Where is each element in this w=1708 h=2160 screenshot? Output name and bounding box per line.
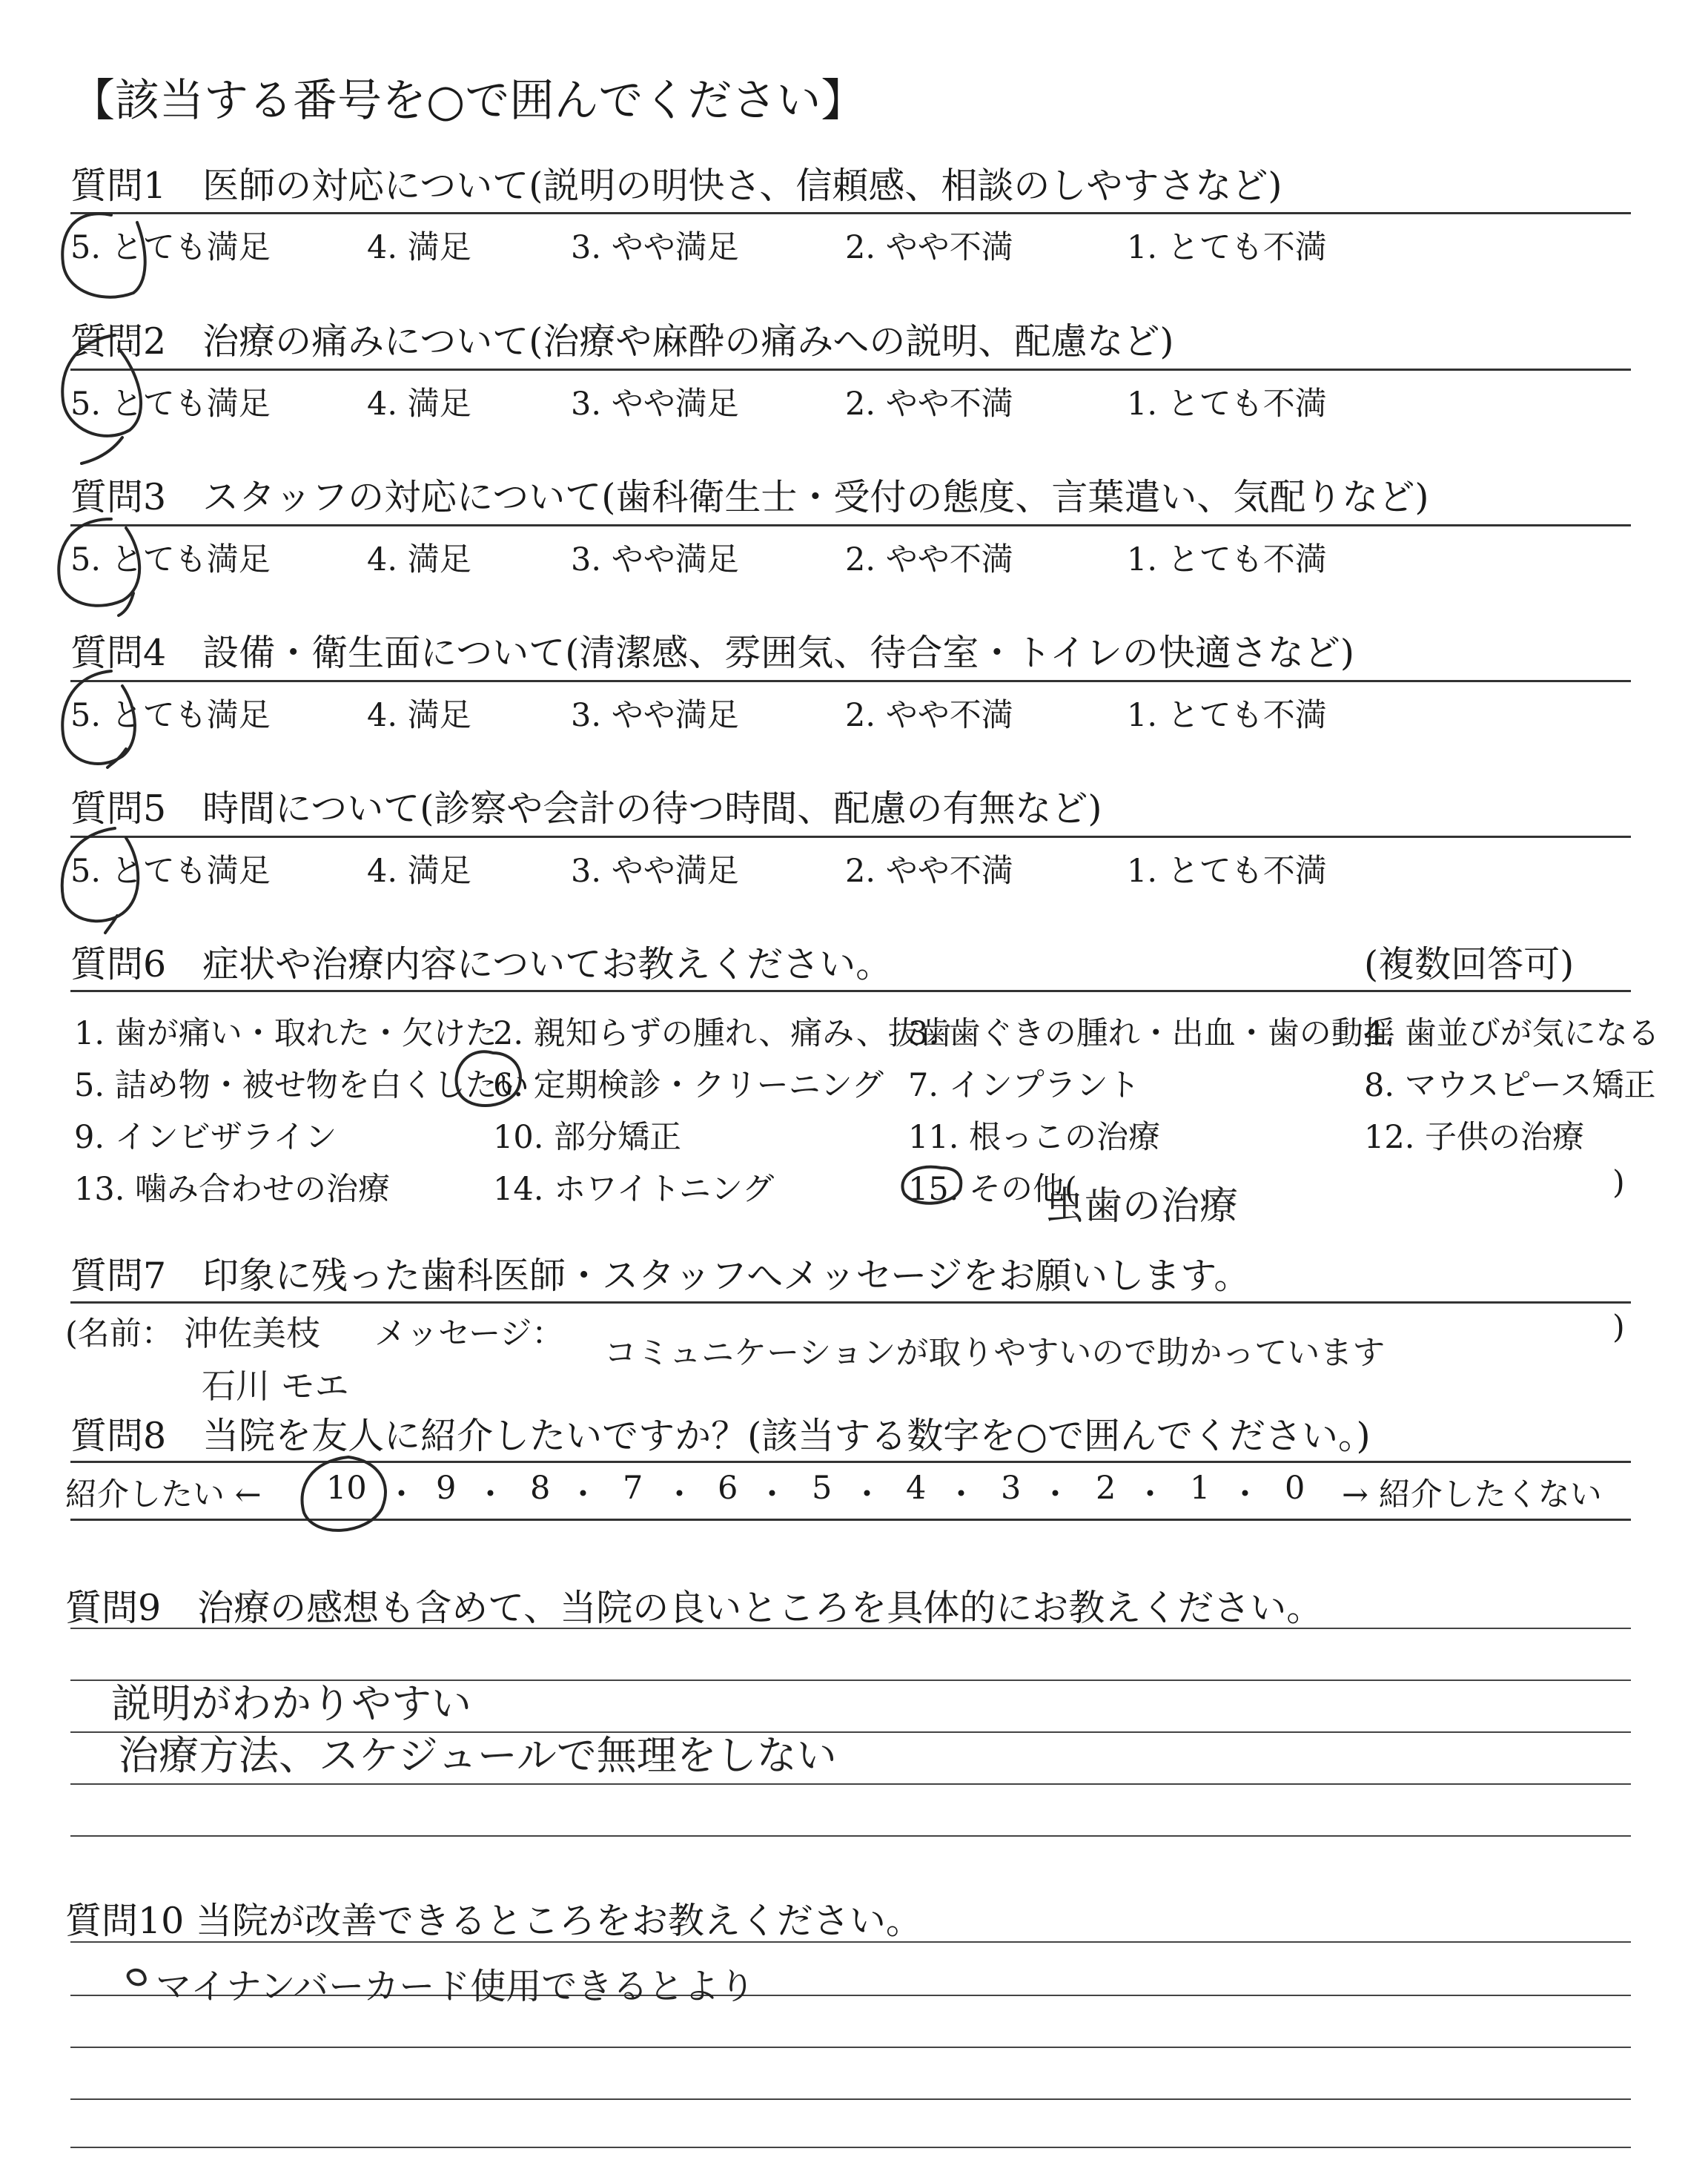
- scale-separator: ・: [756, 1476, 788, 1513]
- scale-value-0[interactable]: 0: [1285, 1470, 1305, 1507]
- symptom-option[interactable]: 12. 子供の治療: [1364, 1119, 1585, 1156]
- recommend-right-label: → 紹介したくない: [1342, 1476, 1602, 1513]
- rating-option-1[interactable]: 1. とても不満: [1127, 853, 1327, 890]
- symptom-option[interactable]: 2. 親知らずの腫れ、痛み、抜歯: [493, 1015, 952, 1052]
- close-paren: ): [1612, 1309, 1625, 1346]
- scale-separator: ・: [1039, 1476, 1071, 1513]
- handwritten-name-1: 沖佐美枝: [184, 1313, 320, 1353]
- rating-option-3[interactable]: 3. やや満足: [571, 386, 739, 423]
- scale-value-6[interactable]: 6: [718, 1470, 738, 1507]
- rating-option-4[interactable]: 4. 満足: [367, 697, 471, 734]
- handwritten-message: コミュニケーションが取りやすいので助かっています: [604, 1334, 1386, 1372]
- rating-option-1[interactable]: 1. とても不満: [1127, 229, 1327, 266]
- scale-value-7[interactable]: 7: [623, 1470, 643, 1507]
- rating-option-3[interactable]: 3. やや満足: [571, 853, 739, 890]
- rating-option-4[interactable]: 4. 満足: [367, 541, 471, 578]
- rating-option-2[interactable]: 2. やや不満: [845, 229, 1013, 266]
- rating-option-1[interactable]: 1. とても不満: [1127, 386, 1327, 423]
- scale-value-9[interactable]: 9: [436, 1470, 457, 1507]
- rating-option-4[interactable]: 4. 満足: [367, 229, 471, 266]
- answer-line: [70, 1835, 1631, 1837]
- message-label: メッセージ：: [374, 1315, 564, 1353]
- rating-option-5[interactable]: 5. とても満足: [70, 697, 271, 734]
- divider: [70, 1301, 1631, 1304]
- scale-separator: ・: [567, 1476, 599, 1513]
- answer-line: [70, 1941, 1631, 1943]
- symptom-option[interactable]: 4. 歯並びが気になる: [1364, 1015, 1660, 1052]
- rating-option-5[interactable]: 5. とても満足: [70, 229, 271, 266]
- handwritten-answer-line: マイナンバーカード使用できるとより: [156, 1966, 755, 2007]
- scale-value-5[interactable]: 5: [812, 1470, 833, 1507]
- handwritten-answer-line: 説明がわかりやすい: [111, 1680, 471, 1727]
- rating-option-5[interactable]: 5. とても満足: [70, 853, 271, 890]
- scale-value-3[interactable]: 3: [1001, 1470, 1022, 1507]
- question-title: 質問10 当院が改善できるところをお教えください。: [65, 1900, 922, 1942]
- symptom-option[interactable]: 7. インプラント: [908, 1067, 1140, 1104]
- rating-option-4[interactable]: 4. 満足: [367, 386, 471, 423]
- rating-option-5[interactable]: 5. とても満足: [70, 541, 271, 578]
- scale-separator: ・: [1134, 1476, 1166, 1513]
- rating-option-1[interactable]: 1. とても不満: [1127, 541, 1327, 578]
- scale-separator: ・: [945, 1476, 977, 1513]
- symptom-option[interactable]: 11. 根っこの治療: [908, 1119, 1161, 1156]
- scale-separator: ・: [851, 1476, 883, 1513]
- divider: [70, 1519, 1631, 1521]
- divider: [70, 836, 1631, 838]
- divider: [70, 212, 1631, 214]
- symptom-option[interactable]: 6. 定期検診・クリーニング: [493, 1067, 884, 1104]
- multiple-answers-note: (複数回答可): [1364, 943, 1575, 985]
- q10-bullet-mark: [128, 1970, 145, 1985]
- divider: [70, 524, 1631, 526]
- symptom-option[interactable]: 1. 歯が痛い・取れた・欠けた: [74, 1015, 497, 1052]
- rating-option-3[interactable]: 3. やや満足: [571, 229, 739, 266]
- divider: [70, 369, 1631, 371]
- rating-option-4[interactable]: 4. 満足: [367, 853, 471, 890]
- rating-option-2[interactable]: 2. やや不満: [845, 853, 1013, 890]
- rating-option-3[interactable]: 3. やや満足: [571, 697, 739, 734]
- symptom-option[interactable]: 5. 詰め物・被せ物を白くしたい: [74, 1067, 529, 1104]
- question-title: 質問2 治療の痛みについて(治療や麻酔の痛みへの説明、配慮など): [70, 320, 1174, 363]
- answer-line: [70, 2047, 1631, 2048]
- scale-separator: ・: [385, 1476, 417, 1513]
- name-label: (名前：: [65, 1315, 173, 1353]
- divider: [70, 680, 1631, 682]
- divider: [70, 1461, 1631, 1463]
- divider: [70, 990, 1631, 992]
- scale-value-2[interactable]: 2: [1096, 1470, 1116, 1507]
- symptom-option[interactable]: 13. 噛み合わせの治療: [74, 1171, 391, 1208]
- rating-option-2[interactable]: 2. やや不満: [845, 386, 1013, 423]
- scale-value-1[interactable]: 1: [1190, 1470, 1211, 1507]
- scale-separator: ・: [663, 1476, 695, 1513]
- scale-separator: ・: [1229, 1476, 1261, 1513]
- handwritten-answer-line: 治療方法、スケジュールで無理をしない: [119, 1732, 837, 1779]
- rating-option-5[interactable]: 5. とても満足: [70, 386, 271, 423]
- rating-option-2[interactable]: 2. やや不満: [845, 697, 1013, 734]
- symptom-option[interactable]: 9. インビザライン: [74, 1119, 337, 1156]
- rating-option-3[interactable]: 3. やや満足: [571, 541, 739, 578]
- recommend-left-label: 紹介したい ←: [65, 1476, 262, 1513]
- scale-value-4[interactable]: 4: [906, 1470, 927, 1507]
- symptom-option[interactable]: 10. 部分矯正: [493, 1119, 682, 1156]
- scale-value-8[interactable]: 8: [530, 1470, 551, 1507]
- question-title: 質問6 症状や治療内容についてお教えください。: [70, 943, 893, 985]
- symptom-option[interactable]: 8. マウスピース矯正: [1364, 1067, 1656, 1104]
- question-title: 質問3 スタッフの対応について(歯科衛生士・受付の態度、言葉遣い、気配りなど): [70, 476, 1429, 518]
- handwritten-name-2: 石川 モエ: [202, 1366, 349, 1406]
- answer-line: [70, 1783, 1631, 1785]
- rating-option-1[interactable]: 1. とても不満: [1127, 697, 1327, 734]
- symptom-option-other[interactable]: 15. その他(: [908, 1171, 1077, 1208]
- page-title: 【該当する番号を○で囲んでください】: [70, 75, 866, 127]
- scale-separator: ・: [474, 1476, 506, 1513]
- symptom-option[interactable]: 14. ホワイトニング: [493, 1171, 775, 1208]
- answer-line: [70, 1628, 1631, 1629]
- scale-value-10[interactable]: 10: [326, 1470, 367, 1507]
- close-paren: ): [1612, 1164, 1625, 1201]
- question-title: 質問4 設備・衛生面について(清潔感、雰囲気、待合室・トイレの快適さなど): [70, 632, 1354, 674]
- question-title: 質問9 治療の感想も含めて、当院の良いところを具体的にお教えください。: [65, 1587, 1323, 1629]
- question-title: 質問7 印象に残った歯科医師・スタッフへメッセージをお願いします。: [70, 1255, 1251, 1297]
- other-handwritten-text: 虫歯の治療: [1045, 1184, 1239, 1229]
- question-title: 質問8 当院を友人に紹介したいですか？(該当する数字を○で囲んでください。): [70, 1415, 1371, 1457]
- answer-line: [70, 2147, 1631, 2148]
- rating-option-2[interactable]: 2. やや不満: [845, 541, 1013, 578]
- question-title: 質問5 時間について(診察や会計の待つ時間、配慮の有無など): [70, 787, 1102, 830]
- question-title: 質問1 医師の対応について(説明の明快さ、信頼感、相談のしやすさなど): [70, 165, 1282, 207]
- answer-line: [70, 2098, 1631, 2100]
- symptom-option[interactable]: 3. 歯ぐきの腫れ・出血・歯の動揺: [908, 1015, 1395, 1052]
